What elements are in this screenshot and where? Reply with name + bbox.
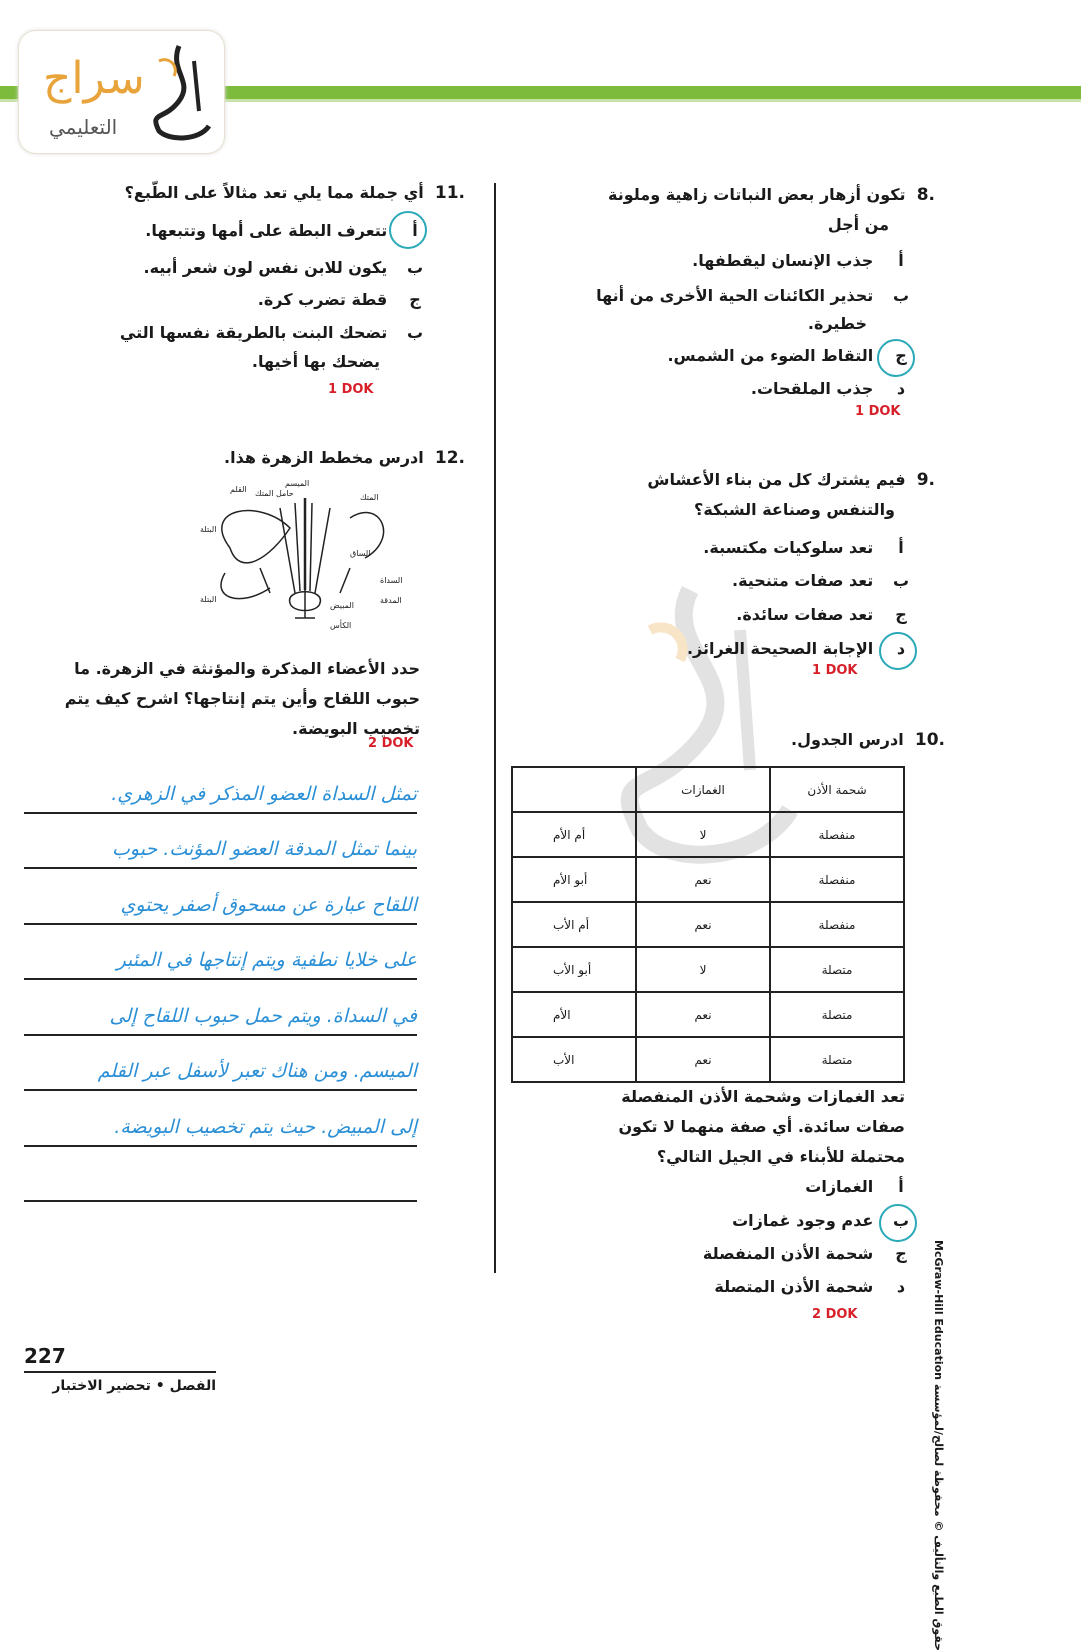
label-stem: الساق	[350, 549, 371, 558]
q10-dok: 2 DOK	[812, 1307, 858, 1322]
answer-line-3: اللقاح عبارة عن مسحوق أصفر يحتوي	[120, 894, 417, 916]
table-row: منفصلة نعم أبو الأم	[512, 857, 904, 902]
q10-stem-1: تعد الغمازات وشحمة الأذن المنفصلة	[621, 1087, 905, 1106]
q10-text: ادرس الجدول.	[790, 730, 904, 749]
q10-option-d[interactable]: د شحمة الأذن المتصلة	[714, 1277, 906, 1296]
q12-prompt-3: تخصيب البويضة.	[292, 719, 420, 738]
question-12	[60, 443, 465, 473]
q8-option-c[interactable]: ج التقاط الضوء من الشمس.	[667, 346, 907, 365]
answer-rule	[24, 923, 417, 925]
answer-rule	[24, 1034, 417, 1036]
table-row: متصلة نعم الأم	[512, 992, 904, 1037]
q12-prompt-2: حبوب اللقاح وأين يتم إنتاجها؟ اشرح كيف يتم	[64, 689, 420, 708]
footer-text: الفصل • تحضير الاختبار	[52, 1378, 216, 1394]
q11-option-d[interactable]: ب تضحك البنت بالطريقة نفسها التي	[119, 323, 424, 342]
q12-text: ادرس مخطط الزهرة هذا.	[224, 448, 424, 467]
q9-option-d[interactable]: د الإجابة الصحيحة الغرائز.	[686, 639, 906, 658]
table-row: منفصلة نعم أم الأب	[512, 902, 904, 947]
flower-diagram	[200, 478, 420, 638]
answer-rule	[24, 812, 417, 814]
answer-line-6: الميسم. ومن هناك تعبر لأسفل عبر القلم	[97, 1060, 417, 1082]
label-pistil: المدقة	[380, 596, 402, 605]
label-anther: المتك	[360, 493, 379, 502]
question-10	[520, 725, 945, 755]
q11-option-b[interactable]: ب يكون للابن نفس لون شعر أبيه.	[143, 258, 424, 277]
q9-option-b[interactable]: ب تعد صفات متنحية.	[731, 571, 910, 590]
table-header: الغمازات	[636, 767, 770, 812]
label-ovary: المبيض	[330, 601, 354, 610]
table-header: شحمة الأذن	[770, 767, 904, 812]
petal-left	[222, 511, 290, 563]
label-petal-2: البتلة	[200, 595, 217, 604]
logo-sub: التعليمي	[49, 115, 118, 139]
q10-stem	[520, 1082, 905, 1172]
genetics-table	[511, 766, 905, 1083]
logo-calligraphy-icon	[139, 41, 219, 146]
q8-option-b[interactable]: ب تحذير الكائنات الحية الأخرى من أنها	[596, 286, 910, 305]
answer-rule	[24, 978, 417, 980]
table-row: متصلة نعم الأب	[512, 1037, 904, 1082]
q9-option-a[interactable]: أ تعد سلوكيات مكتسبة.	[703, 538, 904, 557]
q8-text1: تكون أزهار بعض النباتات زاهية وملونة	[608, 185, 906, 204]
answer-line-1: تمثل السداة العضو المذكر في الزهري.	[111, 783, 417, 805]
copyright-side-text: حقوق الطبع والتأليف © محفوظة لصالح/لمؤسسة McGraw-Hill Education	[932, 1240, 945, 1651]
logo-brand: سراج	[43, 53, 145, 104]
q9-number: .9	[916, 470, 935, 490]
q8-dok: 1 DOK	[855, 404, 901, 419]
flower-drawing-icon	[221, 498, 384, 618]
table-header-row	[512, 767, 904, 812]
answer-rule	[24, 1145, 417, 1147]
answer-rule	[24, 1089, 417, 1091]
q11-option-a[interactable]: أ تتعرف البطة على أمها وتتبعها.	[145, 221, 418, 240]
q12-dok: 2 DOK	[368, 736, 414, 751]
q8-option-d[interactable]: د جذب الملقحات.	[750, 379, 906, 398]
label-stamen: السداة	[380, 576, 403, 585]
label-stigma: الميسم	[285, 479, 310, 488]
label-sepal: الكأس	[330, 621, 352, 630]
q8-text2: من أجل	[827, 215, 889, 234]
label-style: القلم	[230, 485, 247, 494]
answer-rule	[24, 867, 417, 869]
q9-text2: والتنفس وصناعة الشبكة؟	[694, 500, 895, 519]
q12-prompt-1: حدد الأعضاء المذكرة والمؤنثة في الزهرة. ما	[74, 659, 420, 678]
answer-line-4: على خلايا نطفية ويتم إنتاجها في المئبر	[116, 949, 417, 971]
petal-left-low	[221, 573, 270, 599]
answer-line-5: في السداة. ويتم حمل حبوب اللقاح إلى	[109, 1005, 417, 1027]
q8-option-a[interactable]: أ جذب الإنسان ليقطفها.	[692, 251, 904, 270]
q10-stem-2: صفات سائدة. أي صفة منهما لا تكون	[618, 1117, 905, 1136]
q12-prompt	[40, 654, 420, 744]
table-row: متصلة لا أبو الأب	[512, 947, 904, 992]
q9-dok: 1 DOK	[812, 663, 858, 678]
q9-text1: فيم يشترك كل من بناء الأعشاش	[647, 470, 906, 489]
q11-number: .11	[434, 183, 465, 203]
q11-dok: 1 DOK	[328, 382, 374, 397]
answer-line-2: بينما تمثل المدقة العضو المؤنث. حبوب	[112, 838, 417, 860]
q9-option-c[interactable]: ج تعد صفات سائدة.	[736, 605, 907, 624]
label-petal: البتلة	[200, 525, 217, 534]
q11-option-d-cont: يضحك بها أخيها.	[251, 352, 380, 371]
footer-rule	[24, 1371, 216, 1373]
table-header	[512, 767, 636, 812]
question-9	[520, 465, 935, 525]
answer-rule	[24, 1200, 417, 1202]
q10-option-c[interactable]: ج شحمة الأذن المنفصلة	[702, 1244, 907, 1263]
q12-number: .12	[434, 448, 465, 468]
q10-option-a[interactable]: أ الغمازات	[805, 1177, 904, 1196]
q8-number: .8	[916, 185, 935, 205]
column-divider	[494, 183, 496, 1273]
q11-option-c[interactable]: ج قطة تضرب كرة.	[257, 290, 421, 309]
q11-text: أي جملة مما يلي تعد مثالاً على الطّبع؟	[124, 183, 424, 202]
question-8	[520, 180, 935, 240]
q8-option-b-cont: خطيرة.	[807, 314, 867, 333]
label-filament: حامل المتك	[255, 489, 294, 498]
page-number: 227	[24, 1344, 66, 1368]
q10-option-b[interactable]: ب عدم وجود غمازات	[732, 1211, 910, 1230]
q10-number: .10	[914, 730, 945, 750]
question-11	[60, 178, 465, 208]
q10-stem-3: محتملة للأبناء في الجيل التالي؟	[656, 1147, 905, 1166]
answer-line-7: إلى المبيض. حيث يتم تخصيب البويضة.	[114, 1116, 417, 1138]
brand-logo	[18, 30, 225, 154]
table-row: منفصلة لا أم الأم	[512, 812, 904, 857]
